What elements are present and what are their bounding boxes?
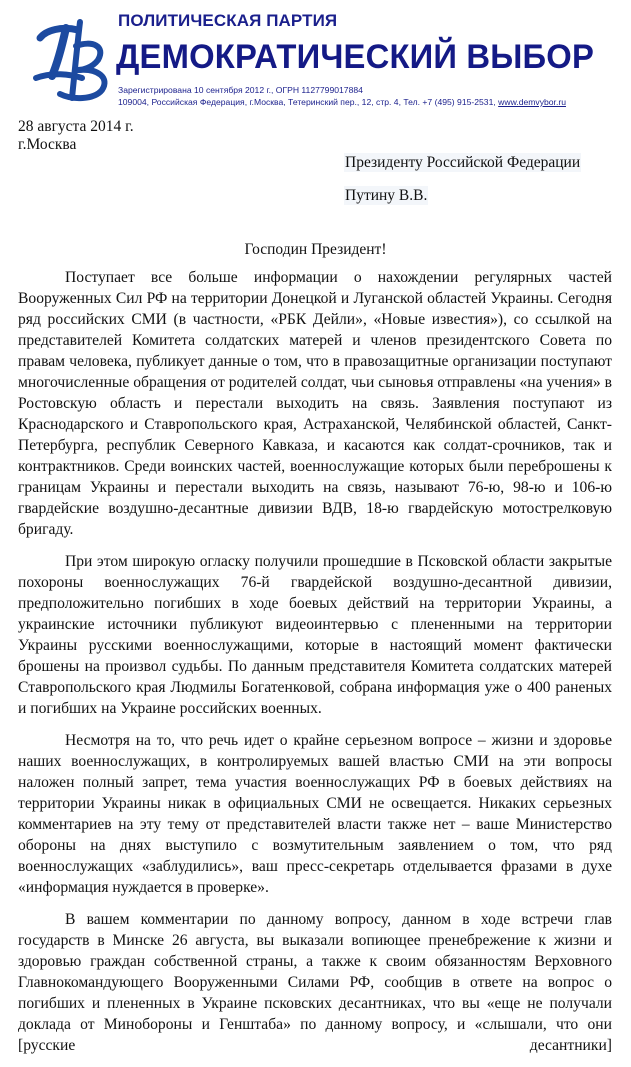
paragraph: В вашем комментарии по данному вопросу, данном в ходе встречи глав государств в Минске 26 августа, вы выказали вопиющее пренебрежение к жизни и здоровью граждан собственной страны, а также к своим обязанностям Верховного Главнокомандующего Вооруженными Силами РФ, сообщив в ответе на вопрос о погибших и плененных в Украине псковских десантниках, что вы «еще не получали доклада от Минобороны и Генштаба» по данному вопросу, и «слышали, что они [русские десантники] [18, 911, 612, 1054]
letter-body [18, 267, 612, 1067]
greeting: Господин Президент! [244, 241, 387, 258]
website-link[interactable]: www.demvybor.ru [498, 97, 566, 107]
addressee-name: Путину В.В. [345, 187, 428, 204]
party-logo [22, 8, 114, 108]
contact-info [118, 97, 566, 107]
party-name: ДЕМОКРАТИЧЕСКИЙ ВЫБОР [116, 38, 595, 76]
paragraph: Несмотря на то, что речь идет о крайне серьезном вопросе – жизни и здоровье наших военнослужащих, в контролируемых вашей властью СМИ на эти вопросы наложен полный запрет, тема участия военнослужащих РФ в боевых действиях на территории Украины никак в официальных СМИ не освещается. Никаких серьезных комментариев на эту тему от представителей власти также нет – ваше Министерство обороны на днях выступило с возмутительным заявлением о том, что ряд военнослужащих «заблудились», ваш пресс-секретарь отделывается фразами в духе «информация нуждается в проверке». [18, 732, 612, 896]
registration-info: Зарегистрирована 10 сентября 2012 г., ОГРН 1127799017884 [118, 85, 363, 95]
addressee-title: Президенту Российской Федерации [345, 154, 581, 171]
paragraph: При этом широкую огласку получили прошедшие в Псковской области закрытые похороны военнослужащих 76-й гвардейской воздушно-десантной дивизии, предположительно погибших в ходе боевых действий на территории Украины, а украинские источники публикуют видеоинтервью с плененными на территории Украины русскими военнослужащими, которые в настоящий момент фактически брошены на произвол судьбы. По данным представителя Комитета солдатских матерей Ставропольского края Людмилы Богатенковой, собрана информация уже о 400 раненых и погибших на Украине российских военных. [18, 553, 612, 717]
letter-date: 28 августа 2014 г. [18, 118, 134, 135]
paragraph: Поступает все больше информации о нахождении регулярных частей Вооруженных Сил РФ на территории Донецкой и Луганской областей Украины. Сегодня ряд российских СМИ (в частности, «РБК Дейли», «Новые известия»), со ссылкой на представителей Комитета солдатских матерей и членов президентского Совета по правам человека, публикует данные о том, что в правозащитные организации поступают многочисленные обращения от родителей солдат, чьи сыновья отправлены «на учения» в Ростовскую область и перестали выходить на связь. Заявления поступают из Краснодарского и Ставропольского края, Астраханской, Челябинской областей, Санкт-Петербурга, республик Северного Кавказа, и касаются как солдат-срочников, так и контрактников. Среди воинских частей, военнослужащие которых были переброшены к границам Украины и перестали выходить на связь, называют 76-ю, 98-ю и 106-ю гвардейские воздушно-десантные дивизии ВДВ, 18-ю гвардейскую мотострелковую бригаду. [18, 269, 612, 538]
party-label: ПОЛИТИЧЕСКАЯ ПАРТИЯ [118, 11, 338, 30]
db-monogram-icon [22, 8, 114, 108]
letter-city: г.Москва [18, 136, 77, 153]
address-text: 109004, Российская Федерация, г.Москва, Тетеринский пер., 12, стр. 4, Тел. +7 (495) 915-2531, [118, 97, 499, 107]
